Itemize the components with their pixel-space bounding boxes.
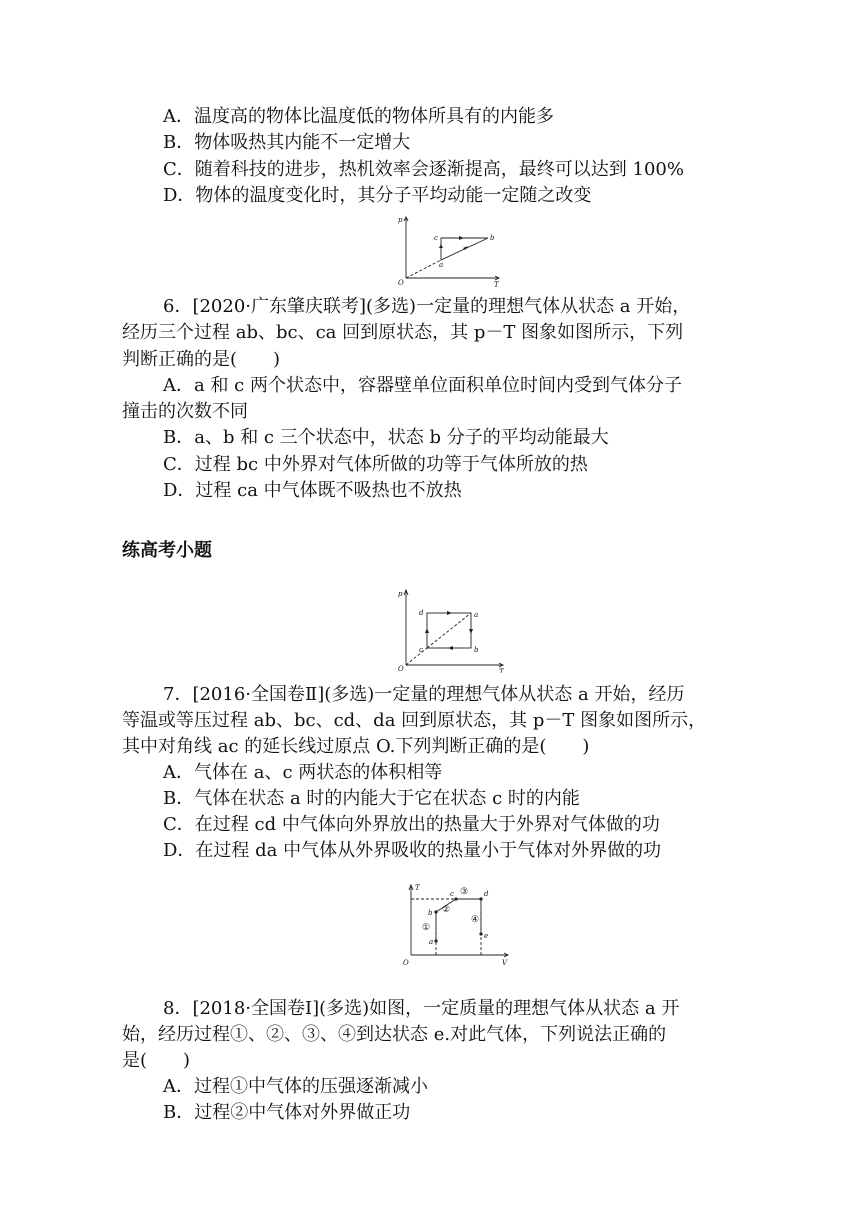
t-label: T bbox=[494, 281, 499, 289]
q5-option-c: C．随着科技的进步，热机效率会逐渐提高，最终可以达到 100% bbox=[163, 159, 684, 180]
q6-option-c: C．过程 bc 中外界对气体所做的功等于气体所放的热 bbox=[163, 454, 588, 475]
process-2-marker: ② bbox=[442, 905, 451, 915]
point-a-label: a bbox=[439, 261, 444, 269]
q7-option-a: A．气体在 a、c 两状态的体积相等 bbox=[163, 762, 443, 783]
q8-stem-line-2: 始，经历过程①、②、③、④到达状态 e.对此气体，下列说法正确的 bbox=[122, 1024, 667, 1045]
q6-option-a: A．a 和 c 两个状态中，容器壁单位面积单位时间内受到气体分子 bbox=[163, 375, 682, 396]
point-c-label: c bbox=[434, 234, 438, 242]
q7-stem-line-3: 其中对角线 ac 的延长线过原点 O.下列判断正确的是( ) bbox=[122, 736, 590, 757]
q7-option-d: D．在过程 da 中气体从外界吸收的热量小于气体对外界做的功 bbox=[163, 840, 662, 861]
process-1-marker: ① bbox=[422, 923, 431, 933]
t-label: T bbox=[415, 884, 420, 892]
point-e-label: e bbox=[484, 932, 489, 940]
point-a-label: a bbox=[429, 938, 434, 946]
q7-stem-line-2: 等温或等压过程 ab、bc、cd、da 回到原状态，其 p－T 图象如图所示， bbox=[122, 710, 707, 731]
q6-option-d: D．过程 ca 中气体既不吸热也不放热 bbox=[163, 480, 462, 501]
p-label: p bbox=[398, 216, 403, 224]
process-3-marker: ③ bbox=[460, 887, 469, 897]
p-label: p bbox=[398, 590, 403, 598]
q7-stem-line-1: 7．[2016·全国卷Ⅱ](多选)一定量的理想气体从状态 a 开始，经历 bbox=[163, 684, 685, 705]
q6-option-b: B．a、b 和 c 三个状态中，状态 b 分子的平均动能最大 bbox=[163, 427, 609, 448]
q6-stem-line-1: 6．[2020·广东肇庆联考](多选)一定量的理想气体从状态 a 开始， bbox=[163, 296, 691, 317]
q7-option-c: C．在过程 cd 中气体向外界放出的热量大于外界对气体做的功 bbox=[163, 814, 660, 835]
q6-stem-line-3: 判断正确的是( ) bbox=[122, 349, 281, 370]
q6-stem-line-2: 经历三个过程 ab、bc、ca 回到原状态，其 p－T 图象如图所示，下列 bbox=[122, 322, 684, 343]
point-c-label: c bbox=[450, 890, 454, 898]
point-d-label: d bbox=[484, 890, 489, 898]
point-b-label: b bbox=[490, 234, 495, 242]
t-label: T bbox=[499, 668, 504, 673]
origin-label: O bbox=[398, 665, 404, 673]
section-title: 练高考小题 bbox=[122, 540, 212, 561]
q5-option-d: D．物体的温度变化时，其分子平均动能一定随之改变 bbox=[163, 185, 592, 206]
q6-pT-diagram bbox=[393, 210, 505, 290]
dashed-line bbox=[406, 260, 444, 278]
q7-option-b: B．气体在状态 a 时的内能大于它在状态 c 时的内能 bbox=[163, 788, 580, 809]
q5-option-a: A．温度高的物体比温度低的物体所具有的内能多 bbox=[163, 106, 554, 127]
q5-option-b: B．物体吸热其内能不一定增大 bbox=[163, 132, 411, 153]
point-b-label: b bbox=[474, 646, 479, 654]
point-d-label: d bbox=[419, 609, 424, 617]
point-a-label: a bbox=[474, 611, 479, 619]
process-4-marker: ④ bbox=[471, 915, 480, 925]
q8-option-a: A．过程①中气体的压强逐渐减小 bbox=[163, 1076, 428, 1097]
q8-TV-diagram bbox=[398, 882, 513, 970]
q6-option-a-cont: 撞击的次数不同 bbox=[122, 401, 248, 422]
point-b-label: b bbox=[428, 909, 433, 917]
point-c-label: c bbox=[419, 646, 423, 654]
q8-stem-line-1: 8．[2018·全国卷Ⅰ](多选)如图，一定质量的理想气体从状态 a 开 bbox=[163, 998, 680, 1019]
q8-option-b: B．过程②中气体对外界做正功 bbox=[163, 1102, 411, 1123]
diagonal-ac bbox=[427, 613, 471, 648]
q8-stem-line-3: 是( ) bbox=[122, 1050, 191, 1071]
q7-pT-diagram bbox=[393, 585, 508, 673]
origin-label: O bbox=[403, 959, 409, 967]
v-label: V bbox=[502, 959, 508, 967]
origin-label: O bbox=[398, 279, 404, 287]
